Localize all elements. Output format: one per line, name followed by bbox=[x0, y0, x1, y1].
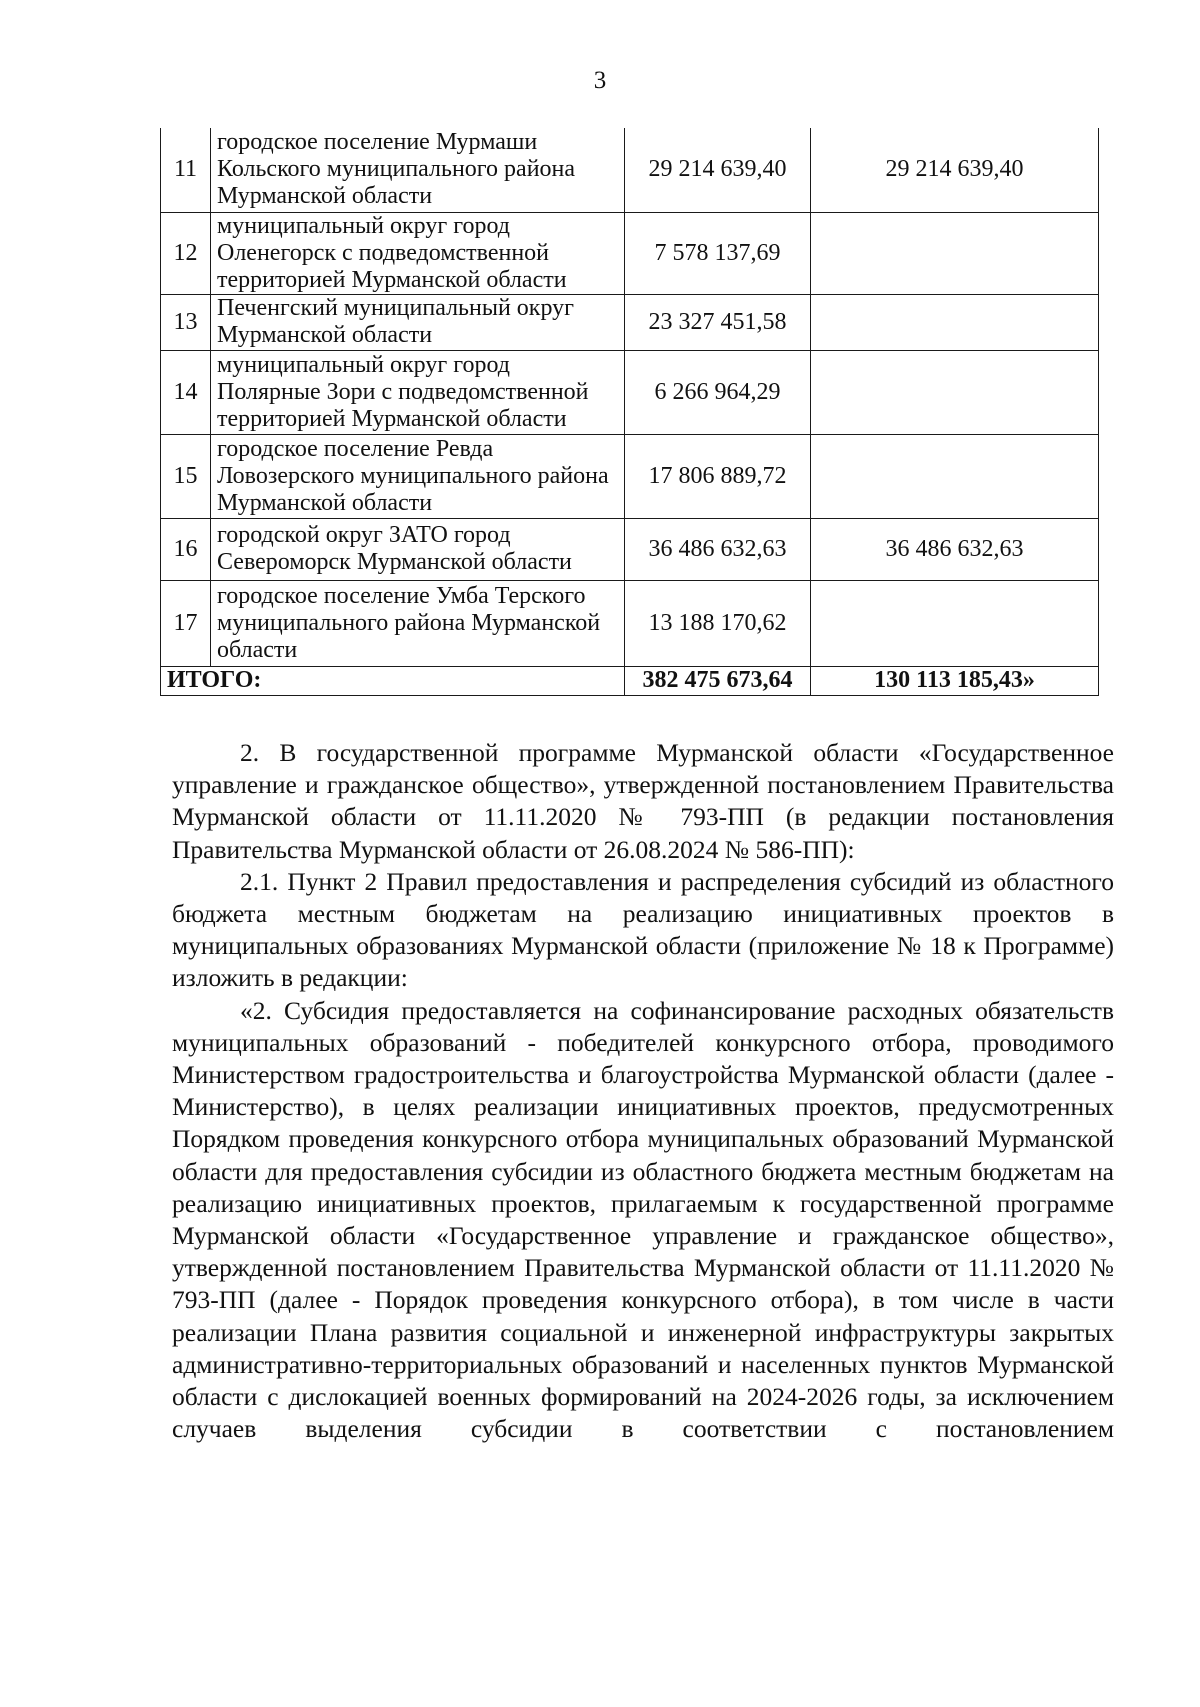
municipality-name: Печенгский муниципальный округ Мурманской области bbox=[211, 294, 625, 350]
municipality-name: городское поселение Мурмаши Кольского муниципального района Мурманской области bbox=[211, 128, 625, 212]
total-amount: 36 486 632,63 bbox=[625, 518, 811, 580]
municipality-name: муниципальный округ город Оленегорск с подведомственной территорией Мурманской области bbox=[211, 212, 625, 294]
amount-column-2 bbox=[811, 212, 1099, 294]
row-number: 15 bbox=[161, 434, 211, 518]
row-number: 17 bbox=[161, 580, 211, 666]
total-label: ИТОГО: bbox=[161, 666, 625, 695]
paragraph-clause-2: «2. Субсидия предоставляется на софинансирование расходных обязательств муниципальных образований - победителей конкурсного отбора, проводимого Министерством градостроительства и благоустройства Мурманской области (далее - Министерство), в целях реализации инициативных проектов, предусмотренных Порядком проведения конкурсного отбора муниципальных образований Мурманской области для предоставления субсидии из областного бюджета местным бюджетам на реализацию инициативных проектов, прилагаемым к государственной программе Мурманской области «Государственное управление и гражданское общество», утвержденной постановлением Правительства Мурманской области от 11.11.2020 № 793-ПП (далее - Порядок проведения конкурсного отбора), в том числе в части реализации Плана развития социальной и инженерной инфраструктуры закрытых административно-территориальных образований и населенных пунктов Мурманской области с дислокацией военных формирований на 2024-2026 годы, за исключением случаев выделения субсидии в соответствии с постановлением bbox=[172, 995, 1114, 1444]
amount-column-2 bbox=[811, 580, 1099, 666]
municipality-name: городское поселение Умба Терского муниципального района Мурманской области bbox=[211, 580, 625, 666]
total-amount: 7 578 137,69 bbox=[625, 212, 811, 294]
table-row bbox=[161, 128, 1099, 212]
total-amount: 17 806 889,72 bbox=[625, 434, 811, 518]
row-number: 13 bbox=[161, 294, 211, 350]
municipality-name: городской округ ЗАТО город Североморск Мурманской области bbox=[211, 518, 625, 580]
table-row bbox=[161, 434, 1099, 518]
amount-column-2: 36 486 632,63 bbox=[811, 518, 1099, 580]
row-number: 12 bbox=[161, 212, 211, 294]
total-sum-1: 382 475 673,64 bbox=[625, 666, 811, 695]
total-sum-2: 130 113 185,43» bbox=[811, 666, 1099, 695]
row-number: 14 bbox=[161, 350, 211, 434]
paragraph-clause-2-1: 2.1. Пункт 2 Правил предоставления и распределения субсидий из областного бюджета местным бюджетам на реализацию инициативных проектов в муниципальных образованиях Мурманской области (приложение № 18 к Программе) изложить в редакции: bbox=[172, 866, 1114, 993]
table-row bbox=[161, 294, 1099, 350]
municipality-name: городское поселение Ревда Ловозерского муниципального района Мурманской области bbox=[211, 434, 625, 518]
municipality-name: муниципальный округ город Полярные Зори с подведомственной территорией Мурманской области bbox=[211, 350, 625, 434]
subsidy-table bbox=[160, 128, 1099, 696]
body-text bbox=[172, 737, 1114, 1445]
row-number: 16 bbox=[161, 518, 211, 580]
total-amount: 29 214 639,40 bbox=[625, 128, 811, 212]
amount-column-2 bbox=[811, 294, 1099, 350]
total-amount: 13 188 170,62 bbox=[625, 580, 811, 666]
amount-column-2: 29 214 639,40 bbox=[811, 128, 1099, 212]
amount-column-2 bbox=[811, 350, 1099, 434]
total-amount: 23 327 451,58 bbox=[625, 294, 811, 350]
amount-column-2 bbox=[811, 434, 1099, 518]
row-number: 11 bbox=[161, 128, 211, 212]
table-row bbox=[161, 518, 1099, 580]
table-row bbox=[161, 212, 1099, 294]
table-row bbox=[161, 580, 1099, 666]
table-total-row bbox=[161, 666, 1099, 695]
paragraph-amendment: 2. В государственной программе Мурманской области «Государственное управление и гражданское общество», утвержденной постановлением Правительства Мурманской области от 11.11.2020 № 793-ПП (в редакции постановления Правительства Мурманской области от 26.08.2024 № 586-ПП): bbox=[172, 738, 1114, 864]
page-number: 3 bbox=[593, 67, 607, 94]
total-amount: 6 266 964,29 bbox=[625, 350, 811, 434]
table-row bbox=[161, 350, 1099, 434]
